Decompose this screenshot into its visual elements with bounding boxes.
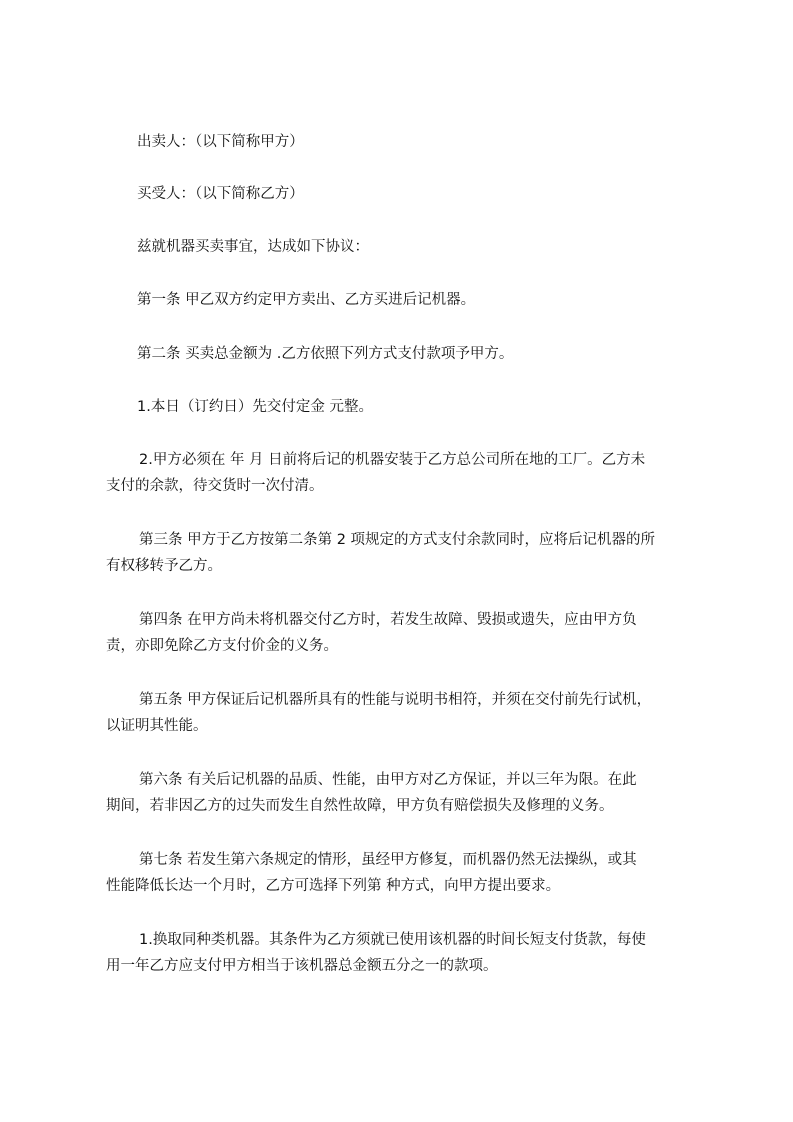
paragraph-line: 第五条 甲方保证后记机器所具有的性能与说明书相符，并须在交付前先行试机， xyxy=(139,692,652,708)
paragraph-line: 第四条 在甲方尚未将机器交付乙方时，若发生故障、毁损或遗失，应由甲方负 xyxy=(139,612,637,628)
paragraph-line: 第三条 甲方于乙方按第二条第 2 项规定的方式支付余款同时，应将后记机器的所 xyxy=(139,532,656,548)
paragraph-preamble xyxy=(137,234,737,260)
paragraph-line: 1.换取同种类机器。其条件为乙方须就已使用该机器的时间长短支付货款，每使 xyxy=(139,932,646,948)
paragraph-line: 第六条 有关后记机器的品质、性能，由甲方对乙方保证，并以三年为限。在此 xyxy=(139,772,637,788)
paragraph-article-4 xyxy=(106,607,706,659)
paragraph-buyer xyxy=(137,181,737,207)
paragraph-line: 兹就机器买卖事宜，达成如下协议： xyxy=(137,239,369,255)
paragraph-line: 有权移转予乙方。 xyxy=(106,558,222,574)
paragraph-article-1 xyxy=(137,287,737,313)
paragraph-line: 支付的余款，待交货时一次付清。 xyxy=(106,478,324,494)
paragraph-line: 2.甲方必须在 年 月 日前将后记的机器安装于乙方总公司所在地的工厂。乙方未 xyxy=(139,452,646,468)
paragraph-line: 出卖人：（以下简称甲方） xyxy=(137,134,304,150)
paragraph-line: 第一条 甲乙双方约定甲方卖出、乙方买进后记机器。 xyxy=(137,292,476,308)
paragraph-article-2-item-1 xyxy=(137,394,737,420)
paragraph-line: 责，亦即免除乙方支付价金的义务。 xyxy=(106,638,338,654)
paragraph-line: 1.本日（订约日）先交付定金 元整。 xyxy=(137,399,373,415)
paragraph-line: 以证明其性能。 xyxy=(106,718,208,734)
paragraph-article-7-item-1 xyxy=(106,927,706,979)
paragraph-article-3 xyxy=(106,527,706,579)
paragraph-line: 期间，若非因乙方的过失而发生自然性故障，甲方负有赔偿损失及修理的义务。 xyxy=(106,798,614,814)
paragraph-line: 第七条 若发生第六条规定的情形，虽经甲方修复，而机器仍然无法操纵，或其 xyxy=(139,852,637,868)
paragraph-line: 性能降低长达一个月时，乙方可选择下列第 种方式，向甲方提出要求。 xyxy=(106,878,561,894)
paragraph-seller xyxy=(137,129,737,155)
paragraph-line: 第二条 买卖总金额为 .乙方依照下列方式支付款项予甲方。 xyxy=(137,346,514,362)
paragraph-line: 买受人：（以下简称乙方） xyxy=(137,186,304,202)
paragraph-article-5 xyxy=(106,687,706,739)
paragraph-article-2-item-2 xyxy=(106,447,706,499)
paragraph-article-2 xyxy=(137,341,737,367)
paragraph-article-7 xyxy=(106,847,706,899)
paragraph-article-6 xyxy=(106,767,706,819)
paragraph-line: 用一年乙方应支付甲方相当于该机器总金额五分之一的款项。 xyxy=(106,958,498,974)
